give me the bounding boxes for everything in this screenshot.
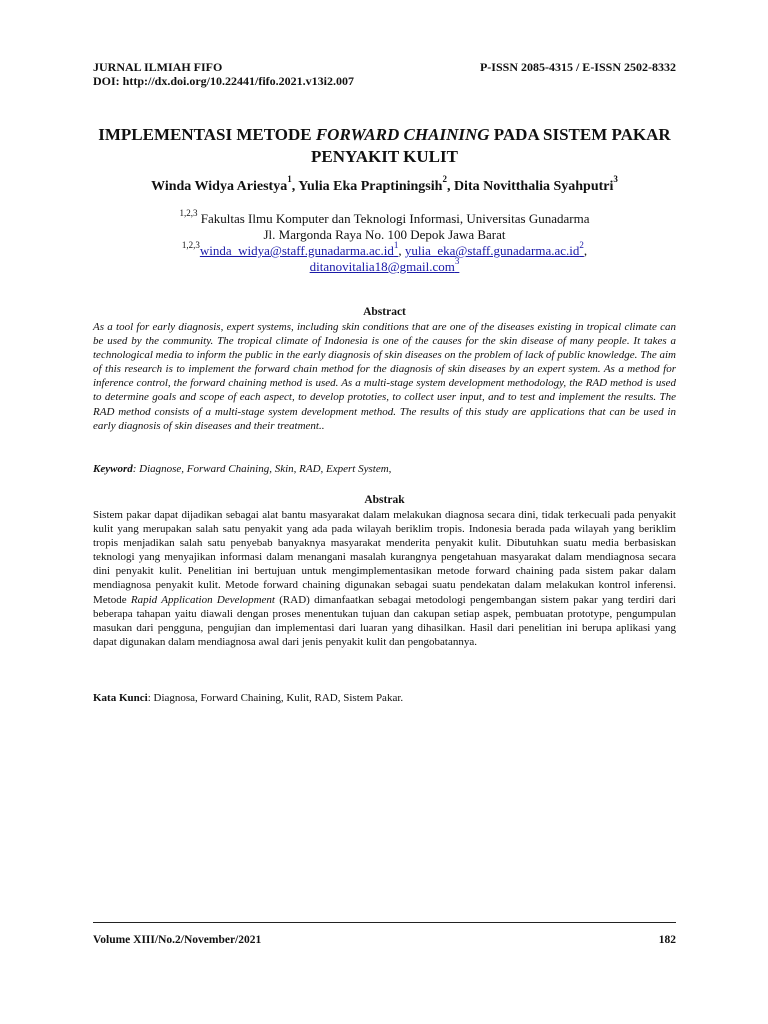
affiliation-sup: 1,2,3 xyxy=(179,207,198,218)
affiliation-emails: $^{1,2,3}winda\_widya@staff.gunadarma.ac.id^1$, $yulia\_eka@staff.gunadarma.ac.id^2$, xyxy=(181,239,588,258)
footer-divider xyxy=(93,922,676,923)
affiliation xyxy=(93,207,676,275)
author-sup: 3 xyxy=(613,174,618,185)
author-1 xyxy=(151,174,299,194)
kata-kunci-label: Kata Kunci xyxy=(93,692,148,704)
abstract-text: As a tool for early diagnosis, expert systems, including skin conditions that are one of the diseases existing in tropical climate can be used by the community. The tropical climate of Indonesia is one of the causes for the skin disease of many people. It takes a technological media to inform the public in the early diagnosis of skin diseases on the problem of lack of public knowledge. The aim of this research is to implement the forward chain method for the diagnosis of skin diseases by an expert system. As a method for inference control, the forward chaining method is used. As a multi-stage system development methodology, the RAD method is used to determine goals and scope of each aspect, to develop prototies, to collect user input, and to test and implement the results. The RAD method consists of a multi-stage system development method. The results of this study are applications that can be used in early diagnosis of skin diseases and their treatment.. xyxy=(93,321,676,432)
title-part2: PADA SISTEM PAKAR PENYAKIT KULIT xyxy=(311,125,671,166)
kata-kunci-text: : Diagnosa, Forward Chaining, Kulit, RAD, Sistem Pakar. xyxy=(147,692,404,704)
kata-kunci xyxy=(93,691,676,705)
paper-title xyxy=(93,124,676,168)
abstrak-part2: (RAD) dimanfaatkan sebagai metodologi pengembangan sistem pakar yang terdiri dari beberapa tahapan yaitu diawali dengan proses menentukan tujuan dan cakupan setiap aspek, pembuatan prototype, pengumpulan masukan dari pengguna, pengujian dan implementasi dari luaran yang dihasilkan. Hasil dari penelitian ini berupa aplikasi yang dapat digunakan dalam mendiagnosa awal dari jenis penyakit kulit dan pengobatannya. xyxy=(93,593,676,648)
issn: P-ISSN 2085-4315 / E-ISSN 2502-8332 xyxy=(479,60,676,74)
author-name: Yulia Eka Praptiningsih xyxy=(298,179,443,194)
keywords xyxy=(93,462,676,476)
abstract-heading: Abstract xyxy=(363,306,406,318)
abstrak-heading: Abstrak xyxy=(364,494,405,506)
author-sep: , xyxy=(291,179,299,194)
author-sep: , xyxy=(446,179,454,194)
title-italic: FORWARD CHAINING xyxy=(315,125,490,144)
running-header xyxy=(93,60,676,74)
keyword-label: Keyword xyxy=(93,463,133,475)
page-footer xyxy=(93,933,676,947)
keyword-text: : Diagnose, Forward Chaining, Skin, RAD, Expert System, xyxy=(132,463,392,475)
email-link-3[interactable]: ditanovitalia18@gmail.com$^3$ xyxy=(309,255,460,274)
author-name: Winda Widya Ariestya xyxy=(151,179,288,194)
authors xyxy=(93,174,676,196)
author-name: Dita Novitthalia Syahputri xyxy=(453,179,614,194)
affiliation-address: Jl. Margonda Raya No. 100 Depok Jawa Barat xyxy=(263,227,506,242)
email-sup: 1,2,3 xyxy=(181,239,200,250)
journal-name: JURNAL ILMIAH FIFO xyxy=(93,60,223,74)
affiliation-emails-line2 xyxy=(93,255,676,275)
author-sup: 2 xyxy=(442,174,447,185)
email-link-1[interactable]: $winda\_widya@staff.gunadarma.ac.id^1$ xyxy=(199,239,399,258)
title-part1: IMPLEMENTASI METODE xyxy=(98,125,316,144)
author-3 xyxy=(453,174,618,194)
author-2 xyxy=(298,174,454,194)
volume-info: Volume XIII/No.2/November/2021 xyxy=(93,934,262,946)
doi: DOI: http://dx.doi.org/10.22441/fifo.2021.v13i2.007 xyxy=(93,74,355,88)
abstrak-part1: Sistem pakar dapat dijadikan sebagai alat bantu masyarakat dalam melakukan diagnosa secara dini, tidak terkecuali pada penyakit kulit yang merupakan salah satu penyakit yang ada pada wilayah beriklim tropis. Indonesia berada pada wilayah yang beriklim tropis menjadikan salah satu penyebab banyaknya masyarakat menderita penyakit kulit. Dibutuhkan suatu media berbasiskan teknologi yang menyajikan informasi dalam menangani masalah kurangnya pengetahuan masyarakat dalam mendiagnosa secara dini penyakit kulit. Penelitian ini bertujuan untuk mengimplementasikan metode forward chaining pada sistem pakar dalam mendiagnosa penyakit kulit. Metode forward chaining digunakan sebagai suatu pendekatan dalam melakukan kontrol inferensi. Metode xyxy=(93,509,676,606)
email-link-2[interactable]: $yulia\_eka@staff.gunadarma.ac.id^2$ xyxy=(404,239,584,258)
page-number: 182 xyxy=(658,934,676,946)
abstrak-text xyxy=(93,508,676,649)
author-sup: 1 xyxy=(287,174,292,185)
abstrak-italic: Rapid Application Development xyxy=(130,593,275,606)
affiliation-faculty xyxy=(93,207,676,227)
faculty-text: Fakultas Ilmu Komputer dan Teknologi Informasi, Universitas Gunadarma xyxy=(197,211,590,226)
